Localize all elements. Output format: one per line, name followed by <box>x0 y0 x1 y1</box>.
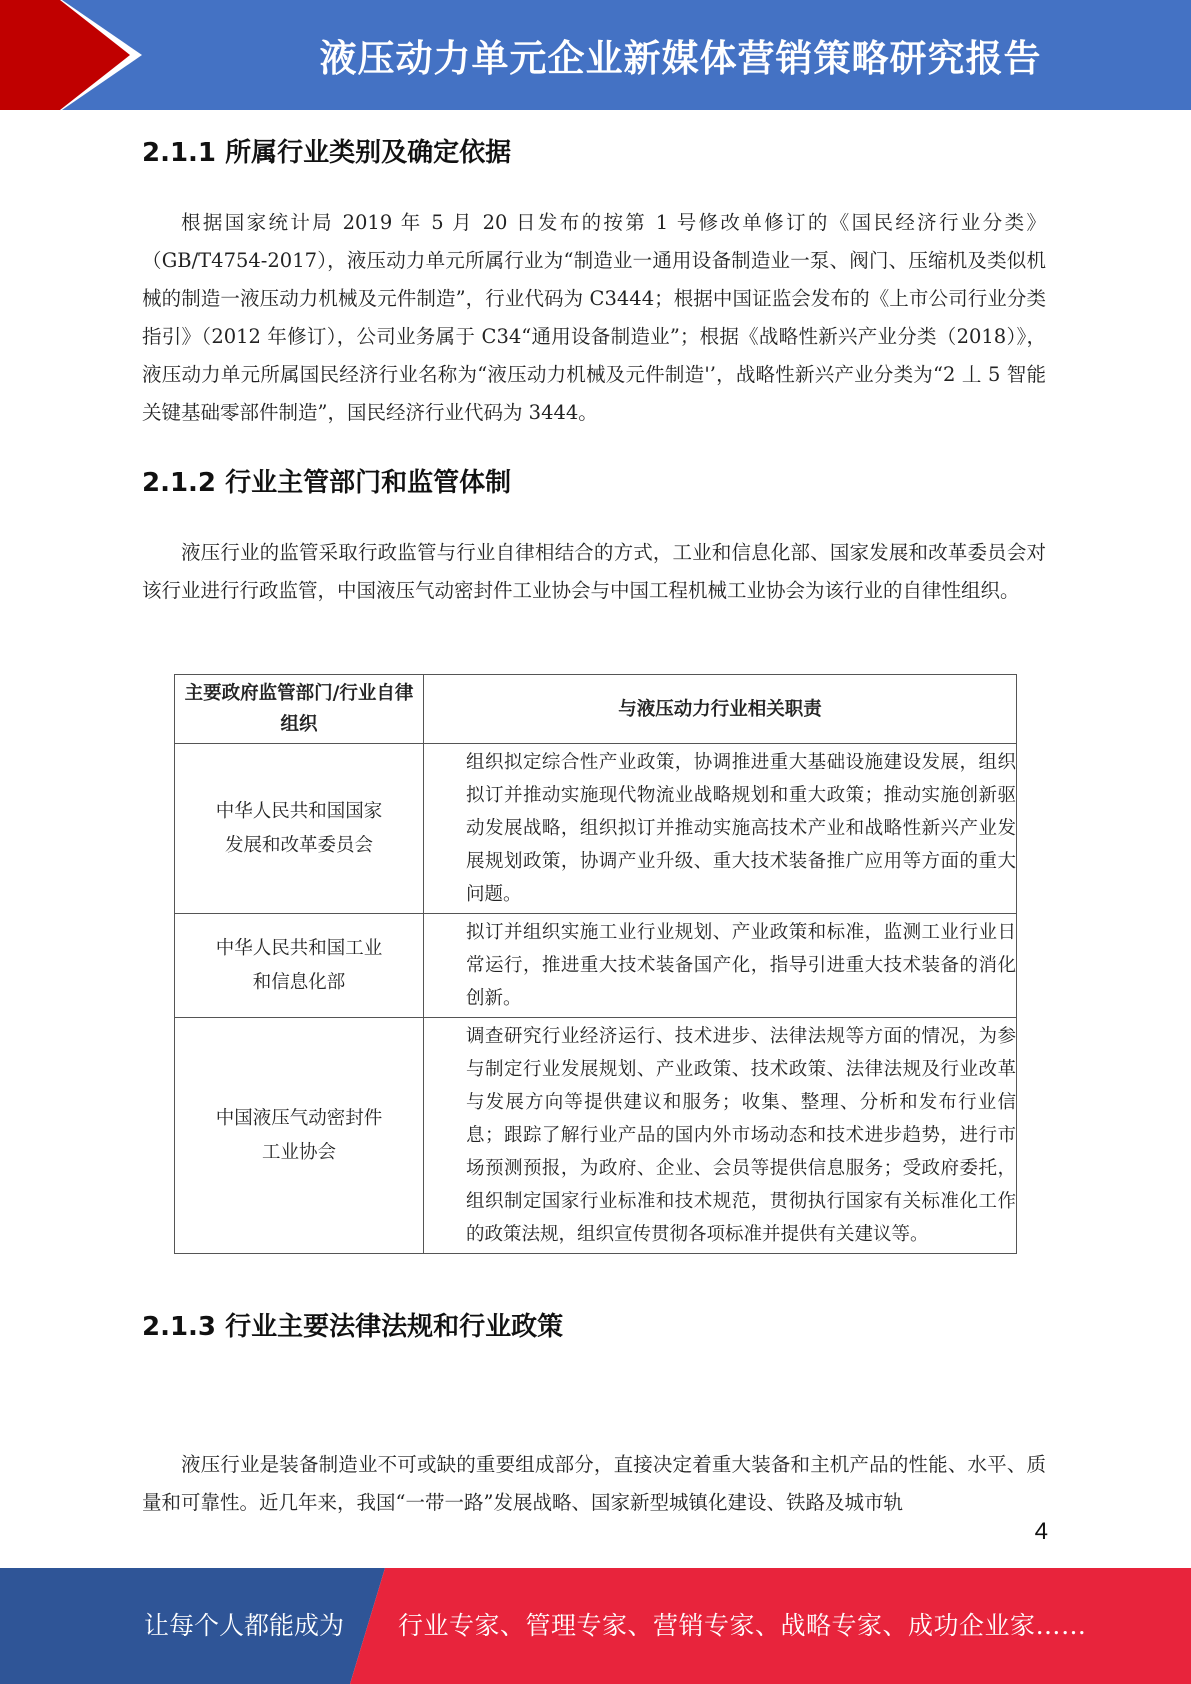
table-row <box>175 914 1017 1018</box>
table-header-duty: 与液压动力行业相关职责 <box>424 675 1017 744</box>
section-paragraph-2-1-3: 液压行业是装备制造业不可或缺的重要组成部分，直接决定着重大装备和主机产品的性能、水平、质量和可靠性。近几年来，我国“一带一路”发展战略、国家新型城镇化建设、铁路及城市轨 <box>142 1453 1046 1514</box>
page-number: 4 <box>1034 1518 1048 1545</box>
table-header-row <box>175 675 1017 744</box>
page-header <box>0 0 1191 110</box>
section-paragraph-2-1-1: 根据国家统计局 2019 年 5 月 20 日发布的按第 1 号修改单修订的《国民经济行业分类》（GB/T4754-2017），液压动力单元所属行业为“制造业一通用设备制造业一泵、阀门、压缩机及类似机械的制造一液压动力机械及元件制造”，行业代码为 C3444；根据中国证监会发布的《上市公司行业分类指引》（2012 年修订），公司业务属于 C34“通用设备制造业”；根据《战略性新兴产业分类（2018）》，液压动力单元所属国民经济行业名称为“液压动力机械及元件制造'’，战略性新兴产业分类为“2 丄 5 智能关键基础零部件制造”，国民经济行业代码为 3444。 <box>142 211 1046 424</box>
section-heading-2-1-2: 2.1.2 行业主管部门和监管体制 <box>142 468 512 498</box>
section-paragraph-2-1-2: 液压行业的监管采取行政监管与行业自律相结合的方式，工业和信息化部、国家发展和改革委员会对该行业进行行政监管，中国液压气动密封件工业协会与中国工程机械工业协会为该行业的自律性组织。 <box>142 541 1046 602</box>
footer-slogan-right: 行业专家、管理专家、营销专家、战略专家、成功企业家…… <box>398 1611 1087 1640</box>
table-cell-org: 中华人民共和国工业和信息化部 <box>175 914 424 1018</box>
page-footer <box>0 1568 1191 1684</box>
regulator-table <box>174 674 1017 1254</box>
table-cell-duty: 调查研究行业经济运行、技术进步、法律法规等方面的情况，为参与制定行业发展规划、产业政策、技术政策、法律法规及行业改革与发展方向等提供建议和服务；收集、整理、分析和发布行业信息；跟踪了解行业产品的国内外市场动态和技术进步趋势，进行市场预测预报，为政府、企业、会员等提供信息服务；受政府委托，组织制定国家行业标准和技术规范，贯彻执行国家有关标准化工作的政策法规，组织宣传贯彻各项标准并提供有关建议等。 <box>424 1018 1017 1254</box>
table-cell-org: 中国液压气动密封件工业协会 <box>175 1018 424 1254</box>
table-header-org: 主要政府监管部门/行业自律组织 <box>175 675 424 744</box>
table-cell-duty: 拟订并组织实施工业行业规划、产业政策和标准，监测工业行业日常运行，推进重大技术装备国产化，指导引进重大技术装备的消化创新。 <box>424 914 1017 1018</box>
section-heading-2-1-3: 2.1.3 行业主要法律法规和行业政策 <box>142 1312 564 1342</box>
table-cell-duty: 组织拟定综合性产业政策，协调推进重大基础设施建设发展，组织拟订并推动实施现代物流业战略规划和重大政策；推动实施创新驱动发展战略，组织拟订并推动实施高技术产业和战略性新兴产业发展规划政策，协调产业升级、重大技术装备推广应用等方面的重大问题。 <box>424 744 1017 914</box>
table-row <box>175 744 1017 914</box>
report-title: 液压动力单元企业新媒体营销策略研究报告 <box>319 37 1042 80</box>
header-arrow-shape <box>0 0 160 110</box>
table-cell-org: 中华人民共和国国家发展和改革委员会 <box>175 744 424 914</box>
section-heading-2-1-1: 2.1.1 所属行业类别及确定依据 <box>142 138 512 168</box>
table-row <box>175 1018 1017 1254</box>
footer-slogan-left: 让每个人都能成为 <box>144 1611 345 1640</box>
